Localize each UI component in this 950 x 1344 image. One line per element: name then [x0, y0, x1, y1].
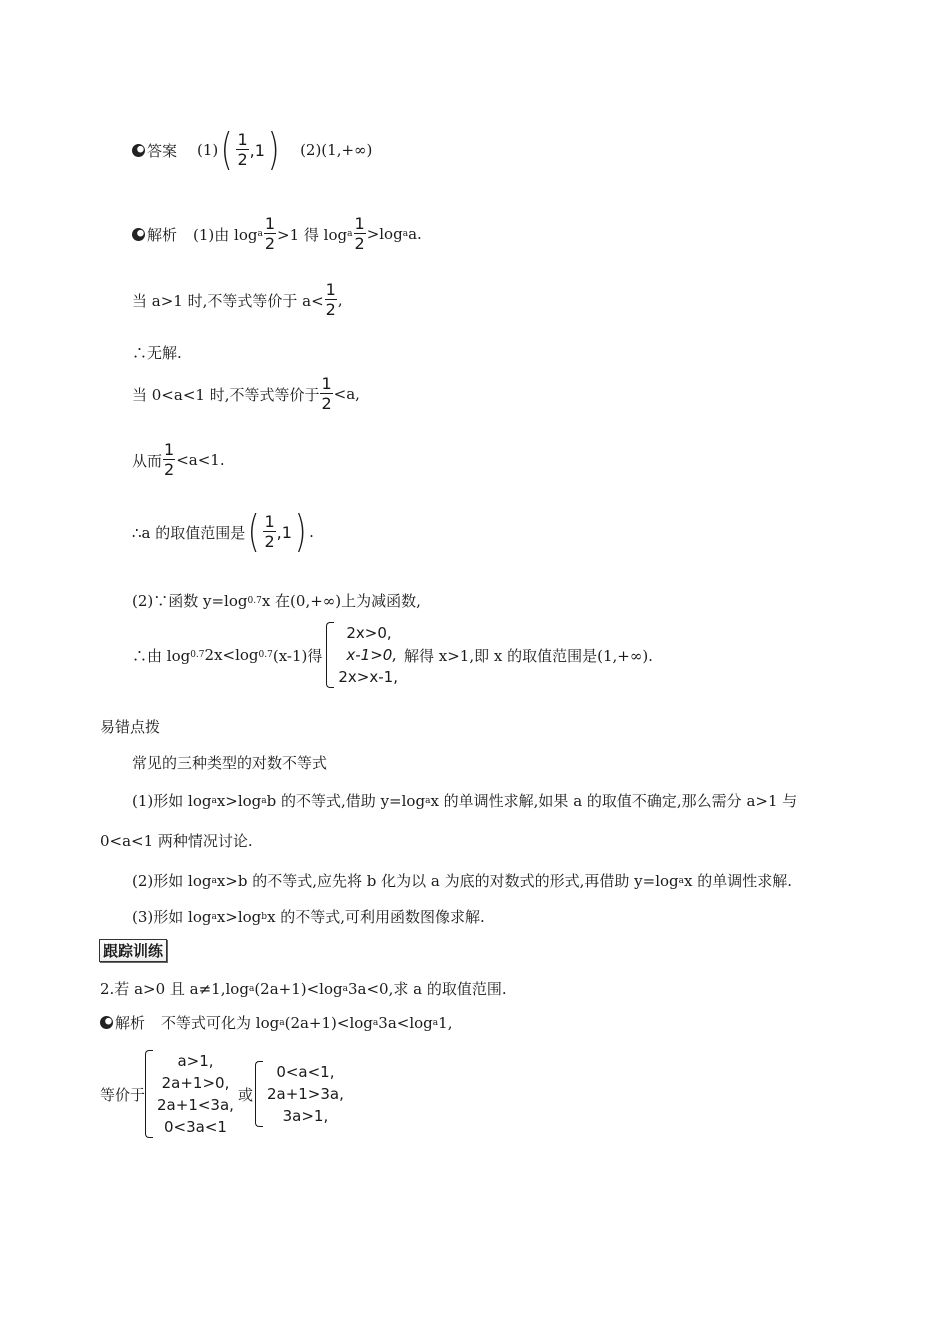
analysis-line-8: ∴由 log 0.7 2x<log 0.7 (x-1)得 2x>0, x-1>0, 2x>x-1, 解得 x>1,即 x 的取值范围是(1,+∞). [132, 624, 653, 686]
fraction: $\frac{1}{2}$ [264, 512, 275, 551]
system-row: 2a+1>3a, [266, 1085, 344, 1103]
practice-question: 2.若 a>0 且 a≠1,log a (2a+1)<log a 3a<0,求 a 的取值范围. [100, 979, 507, 998]
practice-analysis-tag: 解析 [100, 1012, 145, 1033]
answer-tag: 答案 [132, 140, 177, 161]
system-row: 0<a<1, [276, 1063, 335, 1081]
tip-2: (2)形如 log a x>b 的不等式,应先将 b 化为以 a 为底的对数式的形式,再借助 y=log a x 的单调性求解. [132, 872, 792, 890]
left-paren: ( [247, 506, 260, 557]
fraction: $\frac{1}{2}$ [237, 130, 248, 169]
analysis-badge-icon [132, 228, 145, 241]
answer-line [132, 124, 373, 175]
left-paren: ( [220, 124, 233, 175]
practice-heading: 跟踪训练 [99, 939, 167, 962]
tips-intro: 常见的三种类型的对数不等式 [132, 754, 328, 772]
brace [326, 622, 334, 688]
tips-title: 易错点拨 [100, 718, 161, 736]
practice-solution: 解析 不等式可化为 log a (2a+1)<log a 3a<log a 1, [100, 1012, 452, 1033]
fraction: $\frac{1}{2}$ [164, 440, 175, 479]
practice-badge-icon [100, 1016, 113, 1029]
practice-systems: 等价于 a>1, 2a+1>0, 2a+1<3a, 0<3a<1 或 0<a<1, 2a+1>3a, 3a>1, [100, 1052, 344, 1136]
analysis-line-2: 当 a>1 时,不等式等价于 a< $\frac{1}{2}$ , [132, 280, 343, 319]
tip-1: (1)形如 log a x>log a b 的不等式,借助 y=log a x 的单调性求解,如果 a 的取值不确定,那么需分 a>1 与 [132, 791, 798, 810]
brace [145, 1050, 153, 1138]
analysis-line-3: ∴无解. [132, 344, 182, 362]
system-row: a>1, [177, 1052, 214, 1070]
system-row: 2a+1>0, [161, 1074, 230, 1092]
system-row: 3a>1, [282, 1107, 329, 1125]
fraction: $\frac{1}{2}$ [321, 374, 332, 413]
answer-part1-tail: ,1 [249, 140, 265, 160]
system-b [255, 1061, 344, 1127]
fraction: $\frac{1}{2}$ [264, 214, 276, 253]
fraction: $\frac{1}{2}$ [354, 214, 365, 253]
system-row: 2x>0, [346, 624, 392, 642]
right-paren: ) [294, 506, 307, 557]
system-a [145, 1050, 234, 1138]
analysis-line-4: 当 0<a<1 时,不等式等价于 $\frac{1}{2}$ <a, [132, 374, 360, 413]
answer-part2: (2)(1,+∞) [300, 141, 373, 159]
brace [255, 1061, 263, 1127]
inequality-system [326, 622, 398, 688]
answer-badge-icon [132, 144, 145, 157]
tip-1-cont: 0<a<1 两种情况讨论. [100, 832, 253, 850]
analysis-line-5: 从而 $\frac{1}{2}$ <a<1. [132, 440, 225, 479]
analysis-line-6: ∴a 的取值范围是 ( $\frac{1}{2}$ ,1 ) . [132, 506, 314, 557]
system-row: 2a+1<3a, [157, 1096, 234, 1114]
right-paren: ) [267, 124, 280, 175]
system-row: 0<3a<1 [163, 1118, 227, 1136]
analysis-tag: 解析 [132, 224, 177, 245]
system-row: 2x>x-1, [338, 668, 398, 686]
analysis-line-1: 解析 (1)由 log a $\frac{1}{2}$ >1 得 log a $\frac{1}{2}$ >log a a. [132, 216, 422, 252]
fraction: $\frac{1}{2}$ [325, 280, 336, 319]
tip-3: (3)形如 log a x>log b x 的不等式,可利用函数图像求解. [132, 907, 485, 926]
system-row: x-1>0, [346, 646, 398, 664]
analysis-line-7: (2)∵函数 y=log 0.7 x 在(0,+∞)上为减函数, [132, 592, 421, 610]
answer-part1-prefix: (1) [197, 141, 219, 159]
